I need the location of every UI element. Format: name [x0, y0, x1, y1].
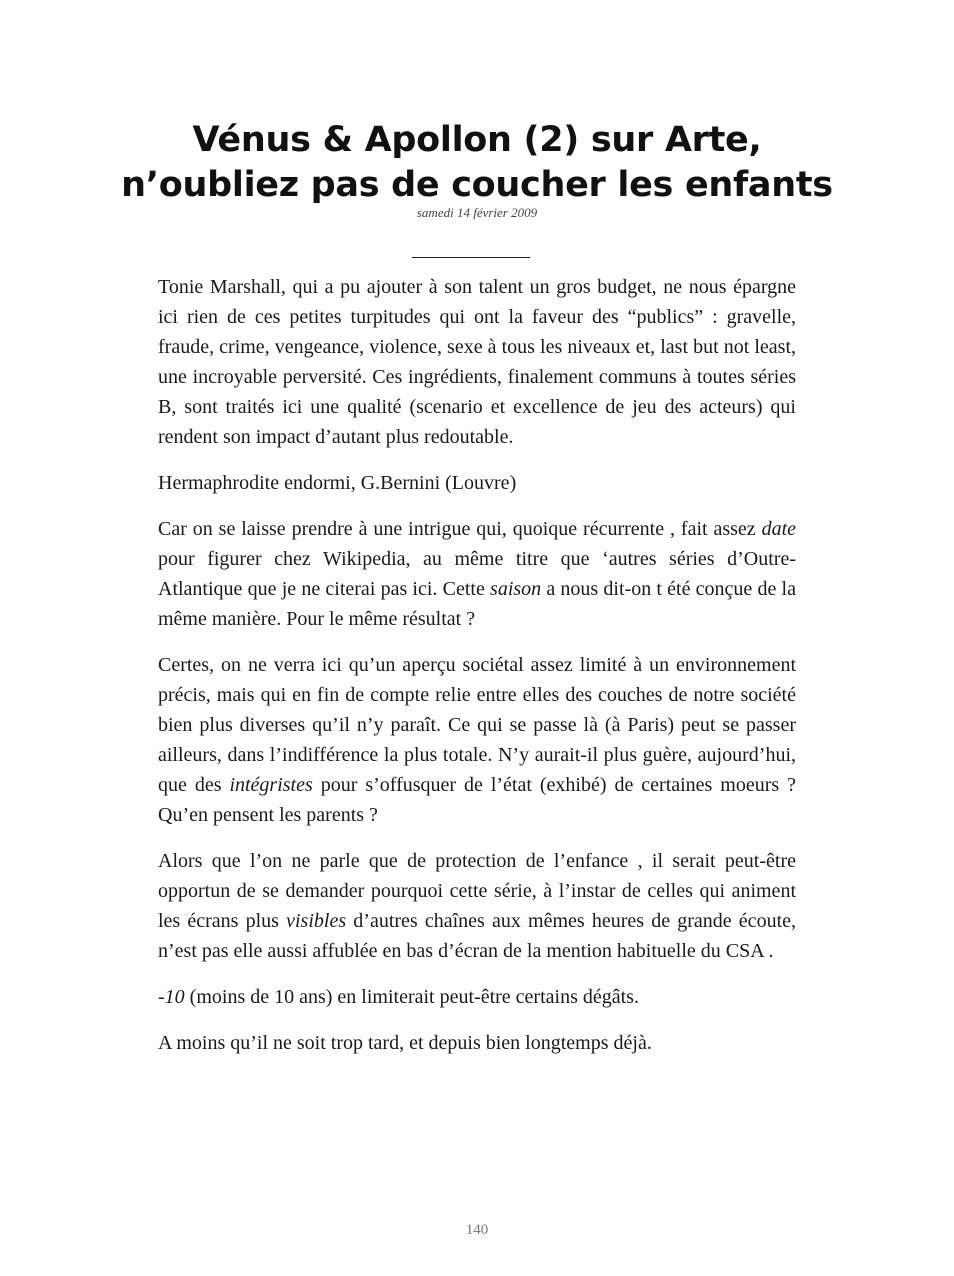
- paragraph-societal: [158, 650, 796, 830]
- text-run: Car on se laisse prendre à une intrigue qui, quoique récurrente , fait assez: [158, 518, 762, 540]
- article-title: Vénus & Apollon (2) sur Arte, n’oubliez pas de coucher les enfants: [121, 120, 833, 205]
- text-run: Certes, on ne verra ici qu’un aperçu sociétal assez limité à un environnement précis, mais qui en fin de compte relie entre elles des couches de notre société bien plus diverses qu’il n’y paraît. Ce qui se passe là (à Paris) peut se passer ailleurs, dans l’indifférence la plus totale. N’y aurait-il plus guère, aujourd’hui, que des: [158, 654, 796, 796]
- text-run: (moins de 10 ans) en limiterait peut-être certains dégâts.: [184, 986, 639, 1008]
- emphasis-minus-10: -10: [158, 986, 185, 1008]
- separator-rule: [412, 257, 530, 258]
- article-date: samedi 14 février 2009: [416, 205, 538, 220]
- image-caption: Hermaphrodite endormi, G.Bernini (Louvre): [158, 472, 517, 494]
- article-body: [158, 272, 796, 1074]
- paragraph-protection: [158, 846, 796, 966]
- text-run: pour s’offusquer de l’état (exhibé) de certaines moeurs ? Qu’en pensent les parents ?: [158, 774, 796, 826]
- text-run: d’autres chaînes aux mêmes heures de grande écoute, n’est pas elle aussi affublée en bas d’écran de la mention habituelle du CSA .: [158, 910, 796, 962]
- paragraph-rating: [158, 982, 796, 1012]
- emphasis-visibles: visibles: [286, 910, 347, 932]
- paragraph-intrigue: [158, 514, 796, 634]
- text-run: pour figurer chez Wikipedia, au même titre que ‘autres séries d’Outre-Atlantique que je ne citerai pas ici. Cette: [158, 548, 796, 600]
- text-run: Alors que l’on ne parle que de protection de l’enfance , il serait peut-être opportun de se demander pourquoi cette série, à l’instar de celles qui animent les écrans plus: [158, 850, 796, 932]
- emphasis-saison: saison: [490, 578, 542, 600]
- page-number: 140: [465, 1222, 489, 1238]
- emphasis-integristes: intégristes: [229, 774, 313, 796]
- text-run: a nous dit-on t été conçue de la même manière. Pour le même résultat ?: [158, 578, 796, 630]
- paragraph-intro: Tonie Marshall, qui a pu ajouter à son talent un gros budget, ne nous épargne ici rien de ces petites turpitudes qui ont la faveur des “publics” : gravelle, fraude, crime, vengeance, violence, sexe à tous les niveaux et, last but not least, une incroyable perversité. Ces ingrédients, finalement communs à toutes séries B, sont traités ici une qualité (scenario et excellence de jeu des acteurs) qui rendent son impact d’autant plus redoutable.: [158, 276, 796, 448]
- emphasis-date: date: [761, 518, 796, 540]
- paragraph-closing: A moins qu’il ne soit trop tard, et depuis bien longtemps déjà.: [158, 1032, 652, 1054]
